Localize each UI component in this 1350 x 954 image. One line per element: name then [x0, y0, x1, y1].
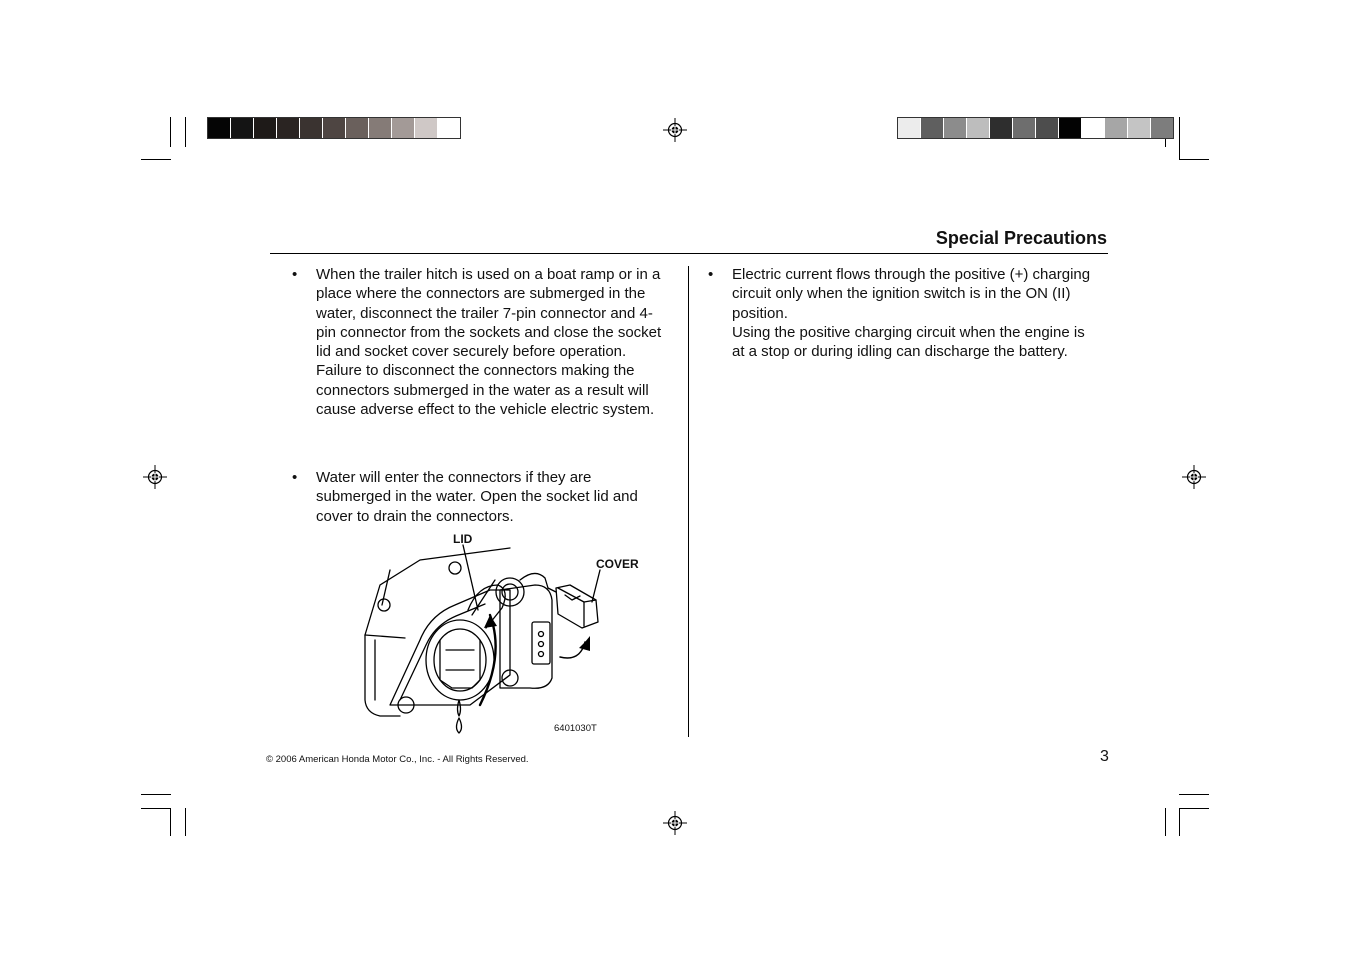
registration-mark-icon [663, 811, 687, 835]
bullet-symbol: • [292, 469, 298, 486]
bullet-item [708, 265, 1098, 385]
color-swatch [438, 118, 460, 138]
cover-label: COVER [596, 557, 639, 571]
bullet-symbol: • [292, 266, 298, 283]
bullet-item [292, 468, 672, 528]
page-number: 3 [1100, 748, 1109, 765]
color-swatch [346, 118, 369, 138]
color-swatch [944, 118, 967, 138]
bullet-paragraph: When the trailer hitch is used on a boat ramp or in a place where the connectors are submerged in the water, disconnect the trailer 7-pin connector and 4-pin connector from the sockets and close the socket lid and socket cover securely before operation. [316, 266, 662, 361]
registration-mark-icon [143, 465, 167, 489]
color-swatch [208, 118, 231, 138]
color-swatch [254, 118, 277, 138]
color-swatch [921, 118, 944, 138]
color-swatch [898, 118, 921, 138]
color-swatch [392, 118, 415, 138]
color-swatch [1128, 118, 1151, 138]
bullet-paragraph: Water will enter the connectors if they are submerged in the water. Open the socket lid and cover to drain the connectors. [316, 469, 638, 525]
color-swatch [1013, 118, 1036, 138]
color-swatch [1036, 118, 1059, 138]
color-swatch [415, 118, 438, 138]
color-swatch [1151, 118, 1173, 138]
bullet-paragraph: Using the positive charging circuit when the engine is at a stop or during idling can discharge the battery. [732, 323, 1085, 361]
figure-code: 6401030T [554, 723, 597, 734]
color-bar-left [207, 117, 461, 139]
copyright-notice: © 2006 American Honda Motor Co., Inc. - All Rights Reserved. [266, 754, 529, 765]
color-swatch [323, 118, 346, 138]
column-divider [688, 266, 689, 737]
bullet-item [292, 265, 672, 460]
color-swatch [369, 118, 392, 138]
color-swatch [1105, 118, 1128, 138]
lid-label: LID [453, 532, 473, 546]
color-bar-right [897, 117, 1174, 139]
bullet-paragraph: Electric current flows through the positive (+) charging circuit only when the ignition switch is in the ON (II) position. [732, 266, 1091, 322]
color-swatch [990, 118, 1013, 138]
connector-illustration [360, 530, 660, 735]
header-rule [270, 253, 1108, 254]
color-swatch [300, 118, 323, 138]
registration-mark-icon [1182, 465, 1206, 489]
color-swatch [277, 118, 300, 138]
color-swatch [231, 118, 254, 138]
color-swatch [1082, 118, 1105, 138]
page-title: Special Precautions [935, 228, 1107, 248]
registration-mark-icon [663, 118, 687, 142]
color-swatch [1059, 118, 1082, 138]
bullet-symbol: • [708, 266, 714, 283]
bullet-paragraph: Failure to disconnect the connectors making the connectors submerged in the water as a result will cause adverse effect to the vehicle electric system. [316, 362, 655, 419]
color-swatch [967, 118, 990, 138]
